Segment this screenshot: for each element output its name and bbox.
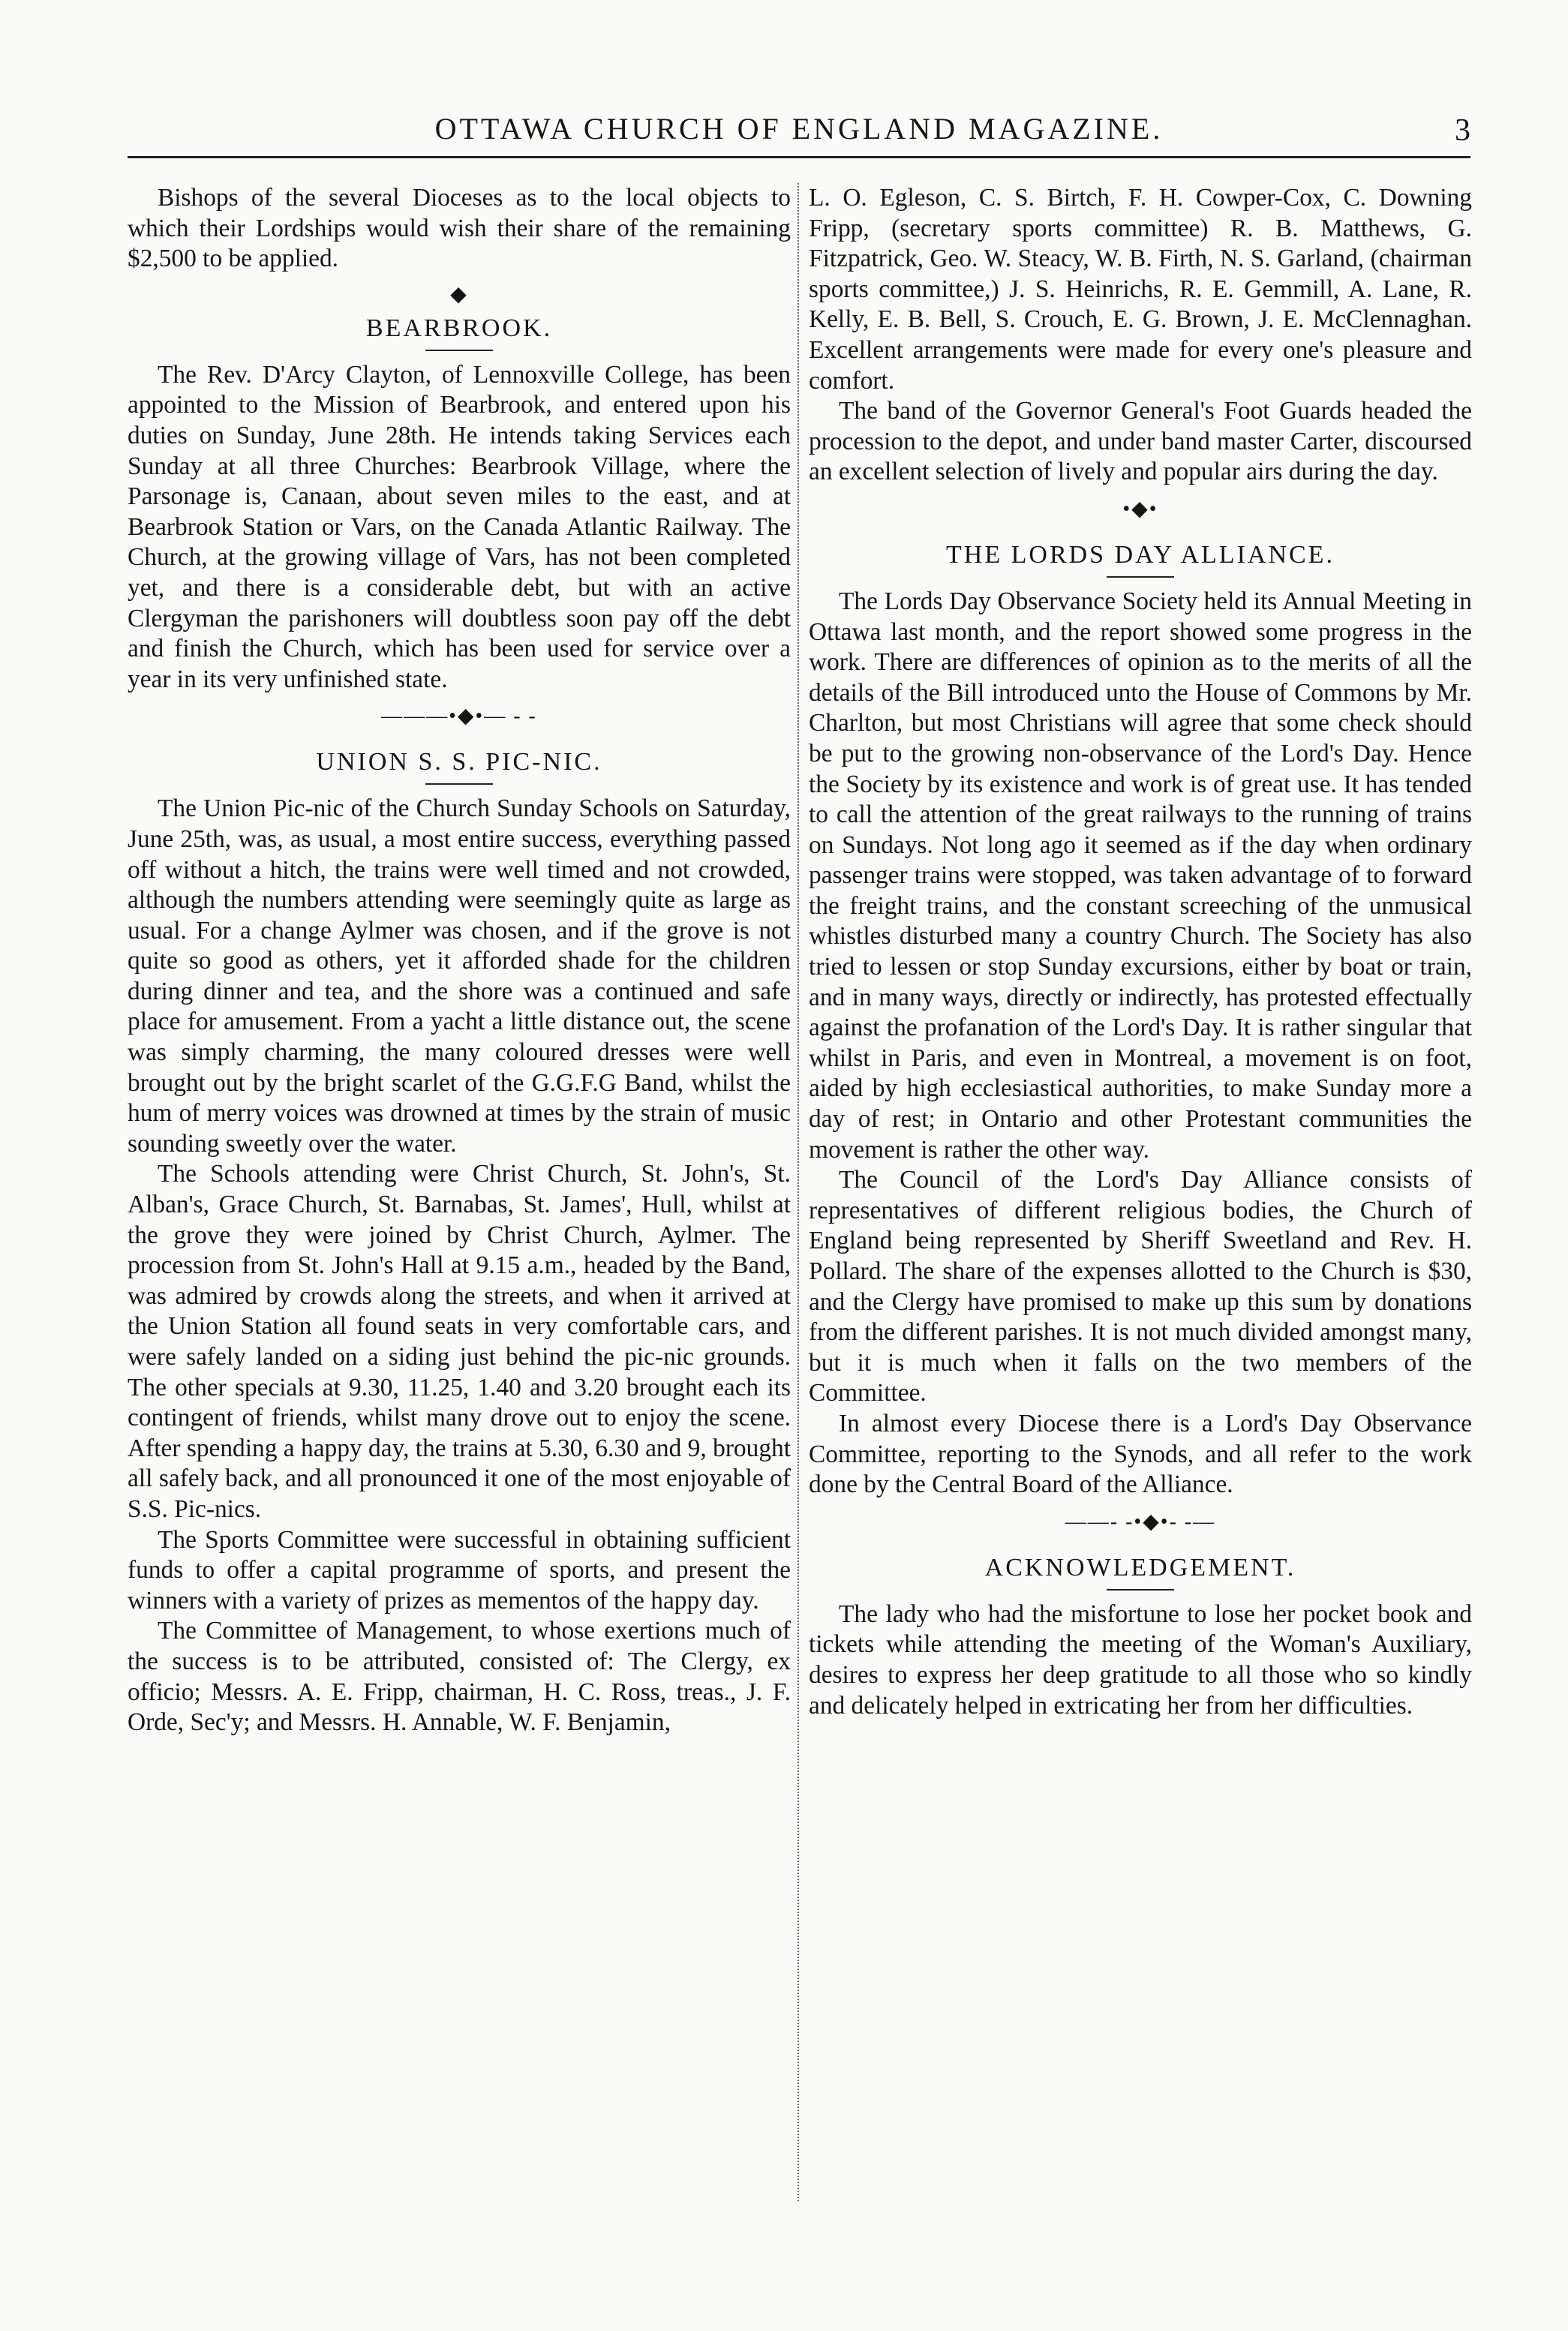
acknowledgement-paragraph: The lady who had the misfortune to lose her pocket book and tickets while attending the meeting of the Woman's Auxiliary, desires to express her deep gratitude to all those who so kindly and delicately helped in extricating her from her difficulties.: [809, 1600, 1472, 1720]
committee-continuation: L. O. Egleson, C. S. Birtch, F. H. Cowper-Cox, C. Downing Fripp, (secretary sports committee) R. B. Matthews, G. Fitzpatrick, Geo. W. Steacy, W. B. Firth, N. S. Garland, (chairman sports committee,) J. S. Heinrichs, R. E. Gemmill, A. Lane, R. Kelly, E. B. Bell, S. Crouch, E. G. Brown, J. E. McClennaghan. Excellent arrangements were made for every one's pleasure and comfort.: [809, 184, 1472, 395]
diamond-ornament: ◆: [450, 282, 468, 306]
running-head: [128, 111, 1470, 158]
picnic-paragraph-3: The Sports Committee were successful in obtaining sufficient funds to offer a capital programme of sports, and present the winners with a variety of prizes as mementos of the happy day.: [128, 1525, 791, 1615]
lords-day-paragraph-1: The Lords Day Observance Society held its Annual Meeting in Ottawa last month, and the report showed some progress in the work. There are differences of opinion as to the merits of all the details of the Bill introduced unto the House of Commons by Mr. Charlton, but most Christians will agree that some check should be put to the growing non-observance of the Lord's Day. Hence the Society by its existence and work is of great use. It has tended to call the attention of the great railways to the running of trains on Sundays. Not long ago it seemed as if the day when ordinary passenger trains were stopped, was taken advantage of to forward the freight trains, and the constant screeching of the unmusical whistles disturbed many a country Church. The Society has also tried to lessen or stop Sunday excursions, either by boat or train, and in many ways, directly or indirectly, has protested effectually against the profanation of the Lord's Day. It is rather singular that whilst in Paris, and even in Montreal, a movement is on foot, aided by high ecclesiastical authorities, to make Sunday more a day of rest; in Ontario and other Protestant communities the movement is rather the other way.: [809, 587, 1472, 1164]
bearbrook-paragraph: The Rev. D'Arcy Clayton, of Lennoxville College, has been appointed to the Mission of Bearbrook, and entered upon his duties on Sunday, June 28th. He intends taking Services each Sunday at all three Churches: Bearbrook Village, where the Parsonage is, Canaan, about seven miles to the east, and at Bearbrook Station or Vars, on the Canada Atlantic Railway. The Church, at the growing village of Vars, has not been completed yet, and there is a considerable debt, but with an active Clergyman the parishoners will doubtless soon pay off the debt and finish the Church, which has been used for service over a year in its very unfinished state.: [128, 360, 791, 693]
lords-day-paragraph-3: In almost every Diocese there is a Lord's Day Observance Committee, reporting to the Synods, and all refer to the work done by the Central Board of the Alliance.: [809, 1409, 1472, 1499]
heading-rule: [425, 783, 493, 785]
heading-rule: [1107, 576, 1174, 578]
heading-rule: [1107, 1589, 1174, 1591]
lords-day-heading: THE LORDS DAY ALLIANCE.: [946, 540, 1335, 569]
bearbrook-heading: BEARBROOK.: [365, 314, 553, 342]
lords-day-paragraph-2: The Council of the Lord's Day Alliance consists of representatives of different religious bodies, the Church of England being represented by Sheriff Sweetland and Rev. H. Pollard. The share of the expenses allotted to the Church is $30, and the Clergy have promised to make up this sum by donations from the different parishes. It is not much divided amongst many, but it is much when it falls on the two members of the Committee.: [809, 1166, 1472, 1407]
band-paragraph: The band of the Governor General's Foot Guards headed the procession to the depot, and under band master Carter, discoursed an excellent selection of lively and popular airs during the day.: [809, 397, 1472, 486]
bearbrook-article: [128, 314, 791, 695]
right-column: [809, 183, 1472, 1721]
lords-day-article: [809, 540, 1472, 1500]
left-column: [128, 183, 791, 1738]
picnic-paragraph-4: The Committee of Management, to whose exertions much of the success is to be attributed, consisted of: The Clergy, ex officio; Messrs. A. E. Fripp, chairman, H. C. Ross, treas., J. F. Orde, Sec'y; and Messrs. H. Annable, W. F. Benjamin,: [128, 1617, 791, 1737]
acknowledgement-article: [809, 1553, 1472, 1721]
heading-rule: [425, 350, 493, 351]
section-divider: ———•◆•— - -: [381, 704, 537, 728]
column-divider: [798, 183, 799, 2201]
picnic-paragraph-1: The Union Pic-nic of the Church Sunday Schools on Saturday, June 25th, was, as usual, a most entire success, everything passed off without a hitch, the trains were well timed and not crowded, although the numbers attending were seemingly quite as large as usual. For a change Aylmer was chosen, and if the grove is not quite so good as others, yet it afforded shade for the children during dinner and tea, and the shore was a continued and safe place for amusement. From a yacht a little distance out, the scene was simply charming, the many coloured dresses were well brought out by the bright scarlet of the G.G.F.G Band, whilst the hum of merry voices was drowned at times by the strain of music sounding sweetly over the water.: [128, 795, 791, 1158]
union-picnic-heading: UNION S. S. PIC-NIC.: [316, 748, 602, 776]
section-divider: ——- -•◆•- -—: [1065, 1509, 1216, 1533]
diamond-ornament: •◆•: [1122, 497, 1158, 521]
acknowledgement-heading: ACKNOWLEDGEMENT.: [984, 1553, 1296, 1582]
union-picnic-article: [128, 747, 791, 1738]
page-number: 3: [1455, 113, 1470, 148]
intro-paragraph: Bishops of the several Dioceses as to the local objects to which their Lordships would wish their share of the remaining $2,500 to be applied.: [128, 184, 791, 273]
picnic-paragraph-2: The Schools attending were Christ Church, St. John's, St. Alban's, Grace Church, St. Barnabas, St. James', Hull, whilst at the grove they were joined by Christ Church, Aylmer. The procession from St. John's Hall at 9.15 a.m., headed by the Band, was admired by crowds along the streets, and when it arrived at the Union Station all found seats in very comfortable cars, and were safely landed on a siding just behind the pic-nic grounds. The other specials at 9.30, 11.25, 1.40 and 3.20 brought each its contingent of friends, whilst many drove out to enjoy the scene. After spending a happy day, the trains at 5.30, 6.30 and 9, brought all safely back, and all pronounced it one of the most enjoyable of S.S. Pic-nics.: [128, 1160, 791, 1523]
magazine-title: OTTAWA CHURCH OF ENGLAND MAGAZINE.: [434, 112, 1164, 146]
